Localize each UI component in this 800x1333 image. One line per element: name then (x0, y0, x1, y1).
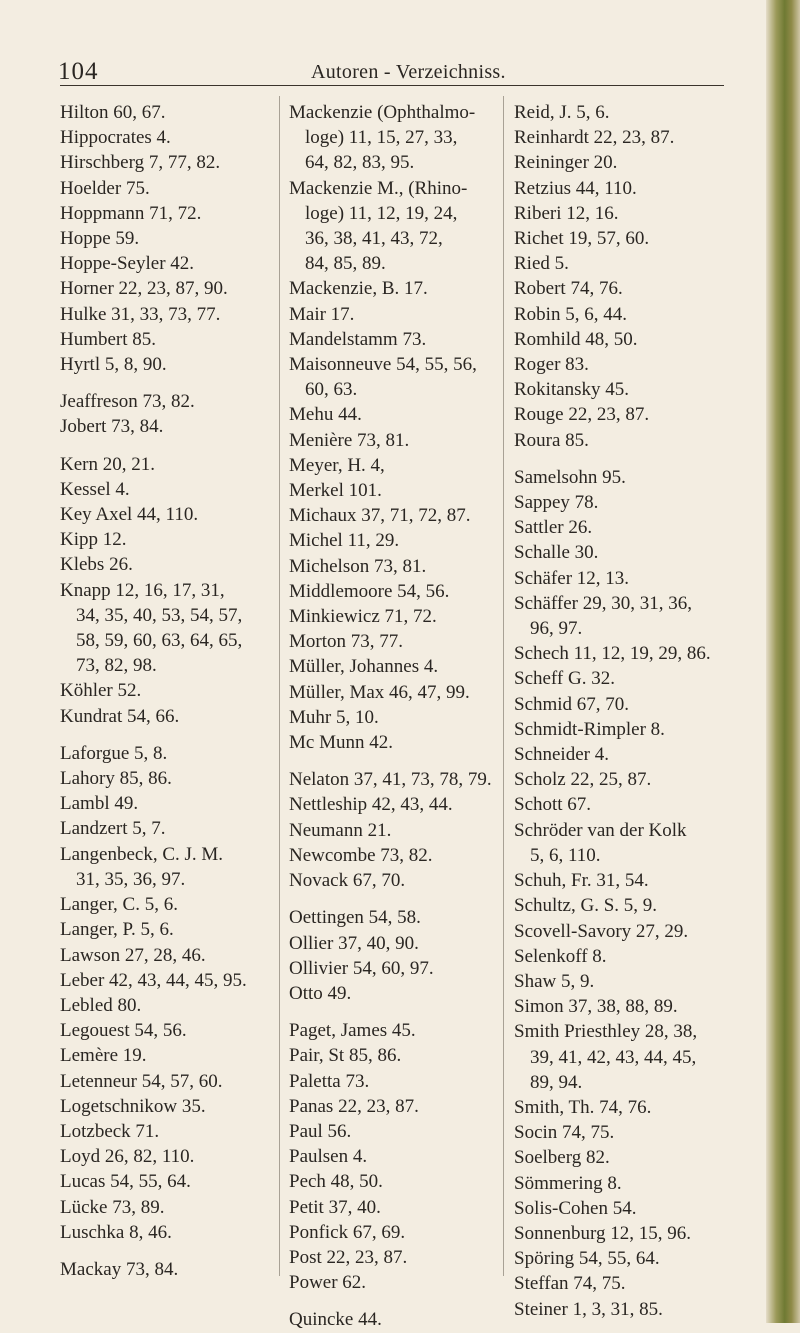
index-entry-continuation: 84, 85, 89. (305, 253, 386, 275)
index-entry: Hulke 31, 33, 73, 77. (60, 303, 221, 325)
index-entry-continuation: 31, 35, 36, 97. (76, 868, 186, 890)
page-edge-shadow (766, 0, 800, 1323)
index-entry: Loyd 26, 82, 110. (60, 1146, 195, 1168)
index-entry: Paget, James 45. (289, 1020, 416, 1042)
index-entry: Schott 67. (514, 794, 592, 816)
index-entry: Middlemoore 54, 56. (289, 580, 450, 602)
index-entry: Pech 48, 50. (289, 1171, 383, 1193)
index-entry: Scovell-Savory 27, 29. (514, 920, 689, 942)
index-entry-continuation: 60, 63. (305, 379, 358, 401)
index-entry: Mackenzie (Ophthalmo- (289, 102, 476, 123)
index-entry-continuation: 58, 59, 60, 63, 64, 65, (76, 630, 243, 652)
index-entry: Samelsohn 95. (514, 466, 626, 488)
index-entry: Letenneur 54, 57, 60. (60, 1070, 223, 1092)
index-column-1 (60, 100, 274, 1282)
index-entry: Mair 17. (289, 303, 355, 325)
index-entry: Petit 37, 40. (289, 1196, 381, 1218)
index-entry: Humbert 85. (60, 328, 157, 350)
index-entry: Oettingen 54, 58. (289, 907, 421, 929)
index-entry: Muhr 5, 10. (289, 706, 379, 728)
index-entry: Kipp 12. (60, 529, 127, 551)
index-entry: Reinhardt 22, 23, 87. (514, 127, 675, 149)
index-column-3 (514, 100, 732, 1322)
index-entry-continuation: 96, 97. (530, 618, 583, 640)
index-entry: Robin 5, 6, 44. (514, 303, 627, 325)
index-entry: Schäfer 12, 13. (514, 567, 630, 589)
index-entry: Hilton 60, 67. (60, 102, 166, 123)
index-entry: Michel 11, 29. (289, 530, 400, 552)
index-entry: Morton 73, 77. (289, 631, 403, 653)
index-entry: Mackay 73, 84. (60, 1258, 179, 1280)
index-entry: Reininger 20. (514, 152, 618, 174)
index-entry: Schmid 67, 70. (514, 693, 630, 715)
index-entry: Luschka 8, 46. (60, 1221, 172, 1243)
index-entry: Neumann 21. (289, 819, 392, 841)
index-entry: Smith Priesthley 28, 38, (514, 1021, 698, 1043)
index-entry: Hippocrates 4. (60, 127, 171, 149)
header-rule (60, 85, 724, 86)
index-entry: Lemère 19. (60, 1045, 147, 1067)
index-entry: Rokitansky 45. (514, 379, 630, 401)
index-entry: Roura 85. (514, 429, 589, 451)
index-entry: Pair, St 85, 86. (289, 1045, 402, 1067)
index-entry: Mc Munn 42. (289, 732, 393, 754)
index-entry: Nelaton 37, 41, 73, 78, 79. (289, 769, 492, 791)
index-entry: Power 62. (289, 1272, 367, 1294)
index-entry: Scholz 22, 25, 87. (514, 769, 652, 791)
index-entry: Michaux 37, 71, 72, 87. (289, 505, 471, 527)
index-entry: Novack 67, 70. (289, 870, 406, 892)
index-entry: Menière 73, 81. (289, 429, 410, 451)
index-entry: Lawson 27, 28, 46. (60, 944, 206, 966)
index-entry: Simon 37, 38, 88, 89. (514, 996, 678, 1018)
index-entry: Kern 20, 21. (60, 453, 155, 475)
index-entry: Paletta 73. (289, 1070, 370, 1092)
index-entry: Müller, Johannes 4. (289, 656, 439, 678)
index-entry: Key Axel 44, 110. (60, 504, 199, 526)
index-entry: Mehu 44. (289, 404, 362, 426)
index-entry: Steiner 1, 3, 31, 85. (514, 1298, 663, 1320)
index-entry: Schalle 30. (514, 542, 599, 564)
index-entry: Knapp 12, 16, 17, 31, (60, 579, 225, 601)
index-entry: Robert 74, 76. (514, 278, 623, 300)
index-entry: Selenkoff 8. (514, 945, 607, 967)
index-entry: Mackenzie, B. 17. (289, 278, 428, 300)
index-entry: Soelberg 82. (514, 1147, 610, 1169)
index-entry: Lahory 85, 86. (60, 768, 172, 790)
running-title: Autoren - Verzeichniss. (311, 61, 506, 83)
index-entry: Hoppmann 71, 72. (60, 202, 202, 224)
index-entry: Schäffer 29, 30, 31, 36, (514, 592, 693, 614)
index-entry: Minkiewicz 71, 72. (289, 606, 437, 628)
index-entry: Hoppe-Seyler 42. (60, 253, 195, 275)
index-entry: Hyrtl 5, 8, 90. (60, 354, 167, 376)
index-entry: Newcombe 73, 82. (289, 844, 433, 866)
index-entry: Lebled 80. (60, 994, 142, 1016)
index-entry: Ollivier 54, 60, 97. (289, 957, 434, 979)
index-entry: Logetschnikow 35. (60, 1095, 206, 1117)
index-entry-continuation: loge) 11, 15, 27, 33, (305, 127, 458, 149)
index-entry: Langer, C. 5, 6. (60, 894, 178, 916)
index-entry-continuation: 64, 82, 83, 95. (305, 152, 415, 174)
index-entry: Panas 22, 23, 87. (289, 1095, 419, 1117)
index-entry: Shaw 5, 9. (514, 970, 595, 992)
index-entry: Socin 74, 75. (514, 1122, 615, 1144)
index-column-2 (289, 100, 507, 1333)
index-entry: Scheff G. 32. (514, 668, 615, 690)
index-entry: Spöring 54, 55, 64. (514, 1248, 660, 1270)
index-entry: Leber 42, 43, 44, 45, 95. (60, 969, 247, 991)
index-entry: Kundrat 54, 66. (60, 705, 180, 727)
index-entry: Ponfick 67, 69. (289, 1221, 406, 1243)
index-entry: Langer, P. 5, 6. (60, 919, 174, 941)
index-entry: Hoelder 75. (60, 177, 150, 199)
index-entry: Legouest 54, 56. (60, 1020, 187, 1042)
index-entry: Lucas 54, 55, 64. (60, 1171, 191, 1193)
index-entry: Steffan 74, 75. (514, 1273, 626, 1295)
index-entry: Laforgue 5, 8. (60, 742, 168, 764)
index-entry: Mackenzie M., (Rhino- (289, 177, 468, 199)
page-number: 104 (58, 58, 99, 85)
index-entry: Sappey 78. (514, 492, 599, 514)
index-entry: Richet 19, 57, 60. (514, 228, 650, 250)
column-divider (279, 96, 280, 1276)
index-entry: Otto 49. (289, 982, 352, 1004)
index-entry: Horner 22, 23, 87, 90. (60, 278, 228, 300)
index-entry: Schneider 4. (514, 744, 609, 766)
index-entry: Paul 56. (289, 1120, 352, 1142)
index-entry-continuation: 36, 38, 41, 43, 72, (305, 228, 443, 250)
column-divider (503, 96, 504, 1276)
index-entry: Schultz, G. S. 5, 9. (514, 895, 658, 917)
index-entry: Michelson 73, 81. (289, 555, 427, 577)
page-header (0, 58, 800, 88)
index-entry: Kessel 4. (60, 478, 130, 500)
index-entry: Schröder van der Kolk (514, 819, 687, 841)
index-entry: Merkel 101. (289, 480, 382, 502)
index-entry-continuation: 73, 82, 98. (76, 655, 157, 677)
index-entry: Meyer, H. 4, (289, 454, 385, 476)
index-entry: Hoppe 59. (60, 228, 140, 250)
index-entry: Mandelstamm 73. (289, 328, 427, 350)
index-entry-continuation: 39, 41, 42, 43, 44, 45, (530, 1046, 697, 1068)
index-entry: Hirschberg 7, 77, 82. (60, 152, 221, 174)
index-entry-continuation: 5, 6, 110. (530, 844, 601, 866)
index-entry: Langenbeck, C. J. M. (60, 843, 224, 865)
index-entry: Roger 83. (514, 354, 589, 376)
index-entry: Smith, Th. 74, 76. (514, 1096, 652, 1118)
index-entry: Solis-Cohen 54. (514, 1197, 637, 1219)
index-entry: Klebs 26. (60, 554, 133, 576)
index-entry: Sömmering 8. (514, 1172, 622, 1194)
index-entry: Ried 5. (514, 253, 569, 275)
index-entry: Lambl 49. (60, 793, 139, 815)
index-entry: Riberi 12, 16. (514, 202, 619, 224)
index-entry: Müller, Max 46, 47, 99. (289, 681, 470, 703)
index-entry: Sonnenburg 12, 15, 96. (514, 1222, 691, 1244)
index-entry: Romhild 48, 50. (514, 328, 638, 350)
index-entry: Schech 11, 12, 19, 29, 86. (514, 643, 711, 665)
index-entry: Schuh, Fr. 31, 54. (514, 870, 649, 892)
index-entry-continuation: 34, 35, 40, 53, 54, 57, (76, 604, 243, 626)
index-entry: Ollier 37, 40, 90. (289, 932, 419, 954)
index-entry-continuation: loge) 11, 12, 19, 24, (305, 202, 458, 224)
index-entry: Paulsen 4. (289, 1146, 368, 1168)
index-entry: Post 22, 23, 87. (289, 1246, 408, 1268)
index-entry: Landzert 5, 7. (60, 818, 166, 840)
index-entry: Jobert 73, 84. (60, 416, 164, 438)
index-entry: Köhler 52. (60, 680, 142, 702)
index-entry: Rouge 22, 23, 87. (514, 404, 650, 426)
index-entry: Quincke 44. (289, 1309, 382, 1331)
index-entry: Lotzbeck 71. (60, 1120, 160, 1142)
index-entry: Schmidt-Rimpler 8. (514, 718, 665, 740)
index-entry: Lücke 73, 89. (60, 1196, 165, 1218)
index-entry-continuation: 89, 94. (530, 1071, 583, 1093)
index-entry: Maisonneuve 54, 55, 56, (289, 354, 477, 376)
index-entry: Jeaffreson 73, 82. (60, 391, 195, 413)
index-entry: Reid, J. 5, 6. (514, 102, 610, 123)
index-entry: Retzius 44, 110. (514, 177, 637, 199)
index-entry: Sattler 26. (514, 517, 593, 539)
index-entry: Nettleship 42, 43, 44. (289, 794, 453, 816)
